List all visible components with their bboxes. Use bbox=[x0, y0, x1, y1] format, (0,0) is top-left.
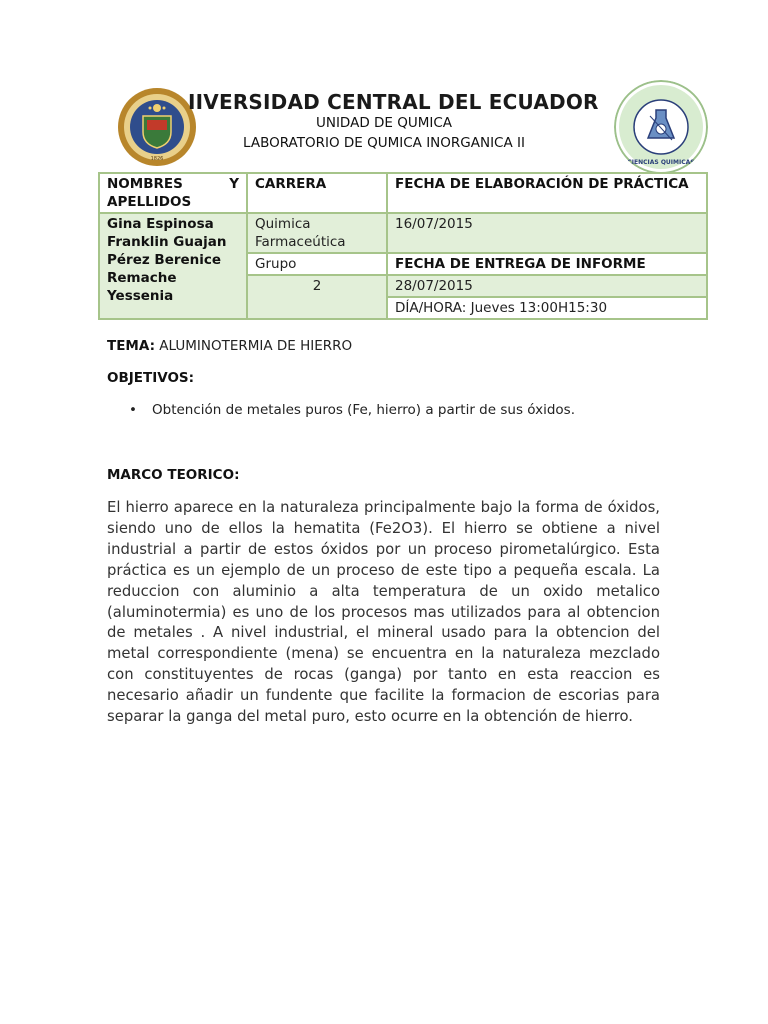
fecha-elaboracion-value: 16/07/2015 bbox=[387, 213, 707, 253]
header-nombres-cell bbox=[99, 173, 247, 213]
fecha-entrega-value: 28/07/2015 bbox=[387, 275, 707, 297]
student-name: Remache bbox=[107, 270, 177, 286]
tema-value: ALUMINOTERMIA DE HIERRO bbox=[159, 338, 353, 354]
objetivo-item: Obtención de metales puros (Fe, hierro) a partir de sus óxidos. bbox=[152, 402, 576, 418]
carrera-value: Quimica Farmaceútica bbox=[247, 213, 387, 253]
table-header-row bbox=[99, 173, 707, 213]
dia-hora-value: DÍA/HORA: Jueves 13:00H15:30 bbox=[387, 297, 707, 319]
seal-year: 1826 bbox=[150, 156, 164, 162]
unit-subtitle: UNIDAD DE QUMICA bbox=[315, 115, 453, 131]
student-name: Yessenia bbox=[107, 288, 174, 304]
student-name: Gina Espinosa bbox=[107, 216, 214, 232]
header-fecha-entrega: FECHA DE ENTREGA DE INFORME bbox=[387, 253, 707, 275]
tema-line bbox=[107, 338, 352, 354]
objetivos-heading: OBJETIVOS: bbox=[107, 370, 195, 386]
marco-teorico-paragraph: El hierro aparece en la naturaleza principalmente bajo la forma de óxidos, siendo uno de ellos la hematita (Fe2O3). El hierro se obtiene a nivel industrial a partir de estos óxidos por un proceso pirometalúrgico. Esta práctica es un ejemplo de un proceso de este tipo a pequeña escala. La reduccion con aluminio a alta temperatura de un oxido metalico (aluminotermia) es uno de los procesos mas utilizados para al obtencion de metales . A nivel industrial, el mineral usado para la obtencion del metal correspondiente (mena) se encuentra en la naturaleza mezclado con constituyentes de rocas (ganga) por tanto en esta reaccion es necesario añadir un fundente que facilite la formacion de escorias para separar la ganga del metal puro, esto ocurre en la obtención de hierro. bbox=[107, 499, 660, 726]
student-info-table bbox=[98, 172, 708, 320]
students-cell bbox=[99, 213, 247, 319]
bullet-icon: • bbox=[129, 402, 137, 418]
chemistry-faculty-logo bbox=[614, 80, 708, 174]
header-y: Y bbox=[229, 176, 239, 192]
lab-subtitle: LABORATORIO DE QUMICA INORGANICA II bbox=[243, 135, 525, 151]
marco-teorico-heading: MARCO TEORICO: bbox=[107, 467, 240, 483]
university-seal-logo bbox=[117, 86, 197, 168]
grupo-number: 2 bbox=[247, 275, 387, 319]
university-title: IIVERSIDAD CENTRAL DEL ECUADOR bbox=[188, 90, 599, 114]
header-nombres: NOMBRES bbox=[107, 176, 183, 192]
table-row bbox=[99, 213, 707, 253]
seal-bottom-text: CIENCIAS QUIMICAS bbox=[627, 159, 695, 166]
tema-label: TEMA: bbox=[107, 338, 155, 354]
student-name: Pérez Berenice bbox=[107, 252, 222, 268]
header-fecha-elaboracion: FECHA DE ELABORACIÓN DE PRÁCTICA bbox=[387, 173, 707, 213]
student-name: Franklin Guajan bbox=[107, 234, 227, 250]
header-apellidos: APELLIDOS bbox=[107, 194, 192, 210]
grupo-label: Grupo bbox=[247, 253, 387, 275]
header-carrera: CARRERA bbox=[247, 173, 387, 213]
